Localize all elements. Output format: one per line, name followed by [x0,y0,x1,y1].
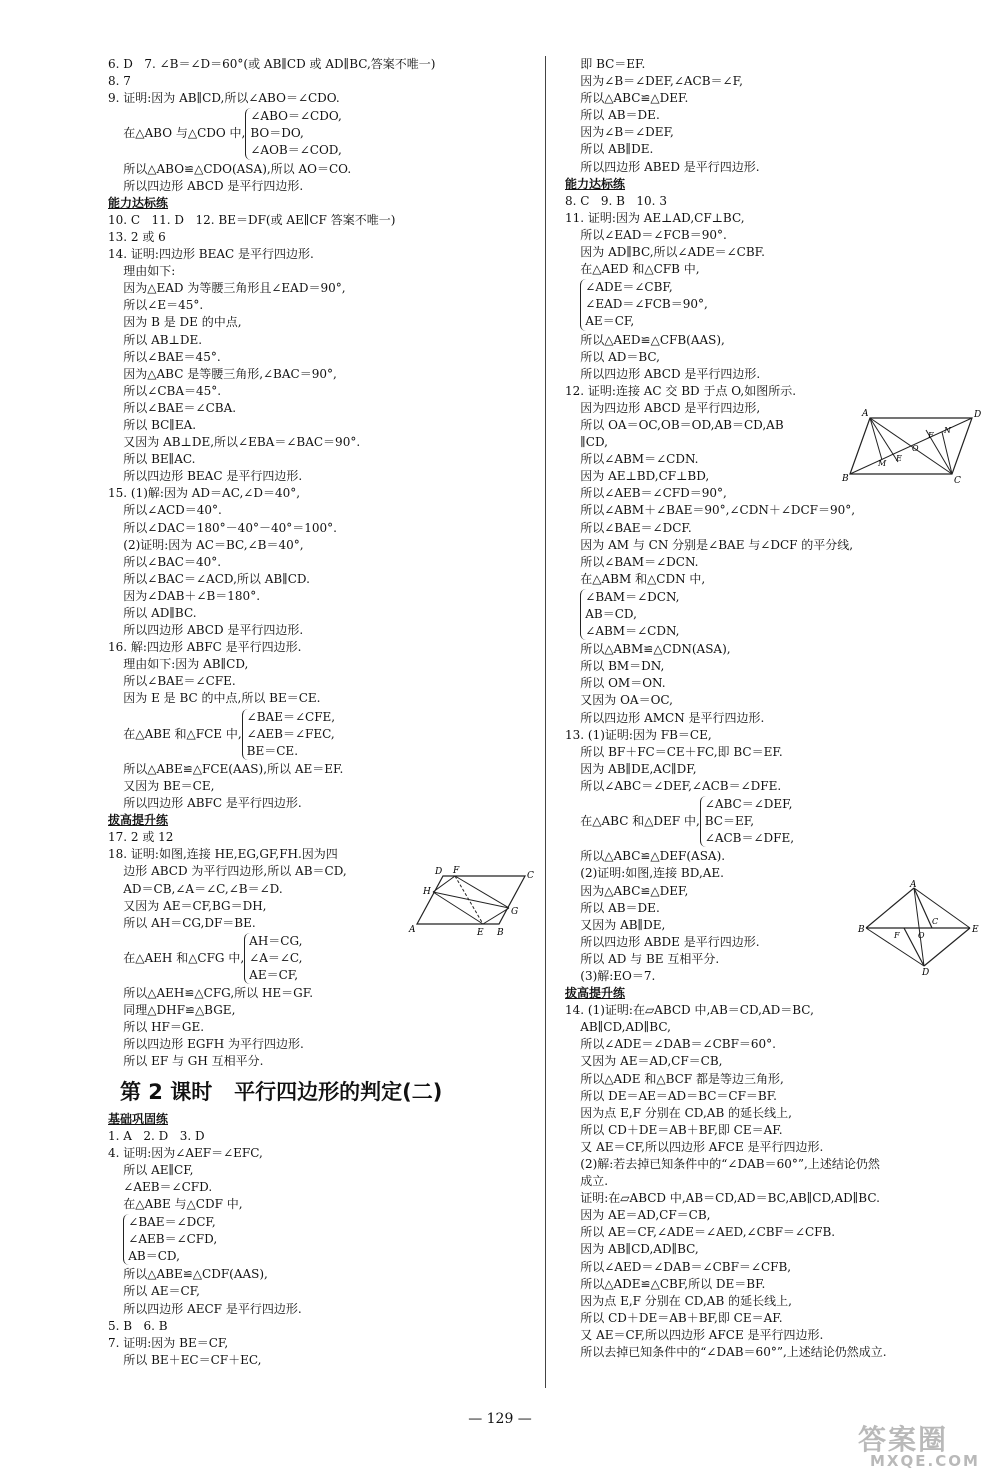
svg-text:C: C [954,476,961,486]
text-line: 在△ABM 和△CDN 中, [565,571,706,586]
text-line: 所以四边形 ABED 是平行四边形. [565,159,760,174]
text-line: 8. C 9. B 10. 3 [565,193,667,208]
text-line: 所以 DE＝AE＝AD＝BC＝CF＝BF. [565,1088,777,1103]
text-line: AB∥CD,AD∥BC, [565,1020,671,1035]
brace-conditions [123,1214,217,1265]
text-line: 所以 AD 与 BE 互相平分. [565,951,720,966]
svg-text:A: A [910,880,917,890]
condition-line: BE＝CE. [246,743,299,758]
text-line: 又因为 OA＝OC, [565,693,673,708]
text-line: 又因为 AB∥DE, [565,917,666,932]
text-line: 因为 AB∥DE,AC∥DF, [565,761,697,776]
text-line: 1. A 2. D 3. D [108,1128,205,1143]
text-line: 所以∠EAD＝∠FCB＝90°. [565,227,727,242]
text-line: 理由如下:因为 AB∥CD, [108,657,249,672]
figure-13-triangles [858,880,983,978]
text-line: 所以∠ADE＝∠DAB＝∠CBF＝60°. [565,1037,776,1052]
condition-line: AB＝CD, [585,607,637,621]
text-line: 因为点 E,F 分别在 CD,AB 的延长线上, [565,1293,792,1308]
condition-line: ∠BAM＝∠DCN, [585,589,680,604]
text-line: 所以∠BAE＝45°. [108,349,221,364]
text-line: 在△ABE 与△CDF 中, [108,1197,243,1211]
text-line: 所以 BC∥EA. [108,417,197,432]
text-line: 所以∠BAE＝∠CBA. [108,400,237,415]
text-line: 所以∠AED＝∠DAB＝∠CBF＝∠CFB, [565,1259,792,1274]
text-line: 所以 AH＝CG,DF＝BE. [108,915,256,930]
text-line: 因为 AE＝AD,CF＝CB, [565,1208,711,1223]
text-line: 边形 ABCD 为平行四边形,所以 AB＝CD, [108,864,347,879]
condition-line: AE＝CF, [585,314,635,329]
text-line: 所以∠BAE＝∠DCF. [565,520,692,535]
text-line: 所以 AD∥BC. [108,606,197,620]
brace-group [108,708,528,761]
text-line: 因为 AM 与 CN 分别是∠BAE 与∠DCF 的平分线, [565,537,854,552]
condition-line: ∠ADE＝∠CBF, [585,280,673,295]
svg-text:E: E [896,454,902,463]
right-column [565,56,960,1361]
text-line: 所以 BE∥AC. [108,452,196,467]
text-line: 又因为 AE＝CF,BG＝DH, [108,898,267,913]
brace-conditions [245,108,341,159]
text-line: 因为 E 是 BC 的中点,所以 BE＝CE. [108,691,321,706]
text-line: 所以△AEH≌△CFG,所以 HE＝GF. [108,986,314,1001]
section-heading: 拔高提升练 [108,813,169,828]
condition-line: BC＝EF, [704,814,755,829]
text-line: 16. 解:四边形 ABFC 是平行四边形. [108,640,302,655]
text-line: 所以四边形 ABDE 是平行四边形. [565,934,760,949]
svg-text:A: A [862,409,869,419]
brace-conditions [244,933,302,984]
text-line: 7. 证明:因为 BE＝CF, [108,1335,229,1350]
text-line: (2)解:若去掉已知条件中的“∠DAB＝60°”,上述结论仍然 [565,1157,880,1171]
text-line: 所以∠BAC＝40°. [108,554,222,569]
brace-conditions [700,796,794,847]
text-line: 所以 OM＝ON. [565,676,666,691]
condition-line: ∠A＝∠C, [249,950,303,965]
brace-prefix [565,296,580,313]
brace-group [108,1213,528,1266]
text-line: 所以△AED≌△CFB(AAS), [565,332,725,347]
text-line: 又 AE＝CF,所以四边形 AFCE 是平行四边形. [565,1139,824,1154]
svg-text:D: D [922,968,930,978]
text-line: 因为四边形 ABCD 是平行四边形, [565,400,761,415]
text-line: 所以∠AEB＝∠CFD＝90°, [565,486,727,501]
text-line: 15. (1)解:因为 AD＝AC,∠D＝40°, [108,486,301,501]
condition-line: ∠BAE＝∠CFE, [246,709,336,724]
text-line: 所以四边形 ABCD 是平行四边形. [108,178,304,193]
brace-group [108,107,528,160]
text-line: 又 AE＝CF,所以四边形 AFCE 是平行四边形. [565,1327,824,1342]
svg-text:F: F [453,866,460,876]
brace-prefix: 在△ABO 与△CDO 中, [108,126,246,141]
text-line: 所以 AE＝CF,∠ADE＝∠AED,∠CBF＝∠CFB. [565,1225,836,1240]
text-line: 因为△EAD 为等腰三角形且∠EAD＝90°, [108,281,346,296]
svg-text:B: B [842,474,849,484]
text-line: 8. 7 [108,74,131,89]
svg-text:F: F [894,931,900,940]
svg-text:A: A [409,925,416,935]
svg-text:O: O [912,444,919,453]
svg-text:M: M [878,459,887,468]
text-line: 所以四边形 EGFH 为平行四边形. [108,1037,304,1052]
svg-text:G: G [511,907,519,917]
brace-prefix: 在△ABC 和△DEF 中, [565,814,700,829]
text-line: 所以 BM＝DN, [565,659,665,674]
brace-conditions [580,279,708,330]
text-line: 所以∠BAE＝∠CFE. [108,674,236,689]
text-line: 6. D 7. ∠B＝∠D＝60°(或 AB∥CD 或 AD∥BC,答案不唯一) [108,57,436,71]
text-line: 所以∠ACD＝40°. [108,503,222,518]
condition-line: ∠AOB＝∠COD, [250,143,342,158]
svg-text:C: C [932,917,939,926]
text-line: 所以 EF 与 GH 互相平分. [108,1054,264,1069]
section-heading: 基础巩固练 [108,1111,169,1126]
watermark [858,1418,986,1474]
text-line: ∠AEB＝∠CFD. [108,1179,213,1194]
text-line: 所以四边形 ABCD 是平行四边形. [565,366,761,381]
text-line: 所以 AB＝DE. [565,900,660,915]
condition-line: ∠ACB＝∠DFE, [704,831,795,846]
text-line: 所以△ADE 和△BCF 都是等边三角形, [565,1071,784,1086]
text-line: 所以△ABC≌△DEF. [565,91,689,106]
watermark-title: 答案圈 [858,1423,949,1456]
text-line: 所以四边形 ABCD 是平行四边形. [108,623,304,638]
condition-line: AE＝CF, [249,967,299,982]
text-line: 14. (1)证明:在▱ABCD 中,AB＝CD,AD＝BC, [565,1003,814,1018]
brace-prefix: 在△ABE 和△FCE 中, [108,726,242,741]
condition-line: AH＝CG, [249,933,303,948]
condition-line: AB＝CD, [128,1249,180,1264]
text-line: 所以∠CBA＝45°. [108,383,222,398]
condition-line: ∠ABC＝∠DEF, [704,797,793,812]
text-line: 因为△ABC 是等腰三角形,∠BAC＝90°, [108,366,337,381]
text-line: 10. C 11. D 12. BE＝DF(或 AE∥CF 答案不唯一) [108,212,396,227]
text-line: 所以 AE＝CF, [108,1284,200,1299]
figure-18-parallelogram [405,862,540,944]
condition-line: ∠AEB＝∠FEC, [246,726,335,741]
text-line: 所以 AD＝BC, [565,349,660,364]
svg-text:F: F [928,431,934,440]
condition-line: ∠BAE＝∠DCF, [128,1215,216,1230]
text-line: 因为 AB∥CD,AD∥BC, [565,1242,699,1257]
left-column [108,56,528,1369]
text-line: 所以△ABO≌△CDO(ASA),所以 AO＝CO. [108,161,352,176]
condition-line: ∠EAD＝∠FCB＝90°, [585,297,708,312]
text-line: 17. 2 或 12 [108,830,174,845]
text-line: 所以四边形 AECF 是平行四边形. [108,1301,302,1316]
text-line: 证明:在▱ABCD 中,AB＝CD,AD＝BC,AB∥CD,AD∥BC. [565,1191,880,1206]
brace-group [565,795,960,848]
text-line: 所以四边形 AMCN 是平行四边形. [565,710,765,725]
condition-line: ∠ABO＝∠CDO, [250,109,342,124]
text-line: 所以 BF＋FC＝CE＋FC,即 BC＝EF. [565,744,783,759]
svg-text:C: C [527,871,534,881]
text-line: 所以△ADE≌△CBF,所以 DE＝BF. [565,1276,766,1291]
text-line: 所以∠BAM＝∠DCN. [565,554,699,569]
figure-12-parallelogram [838,408,983,486]
text-line: 因为∠B＝∠DEF,∠ACB＝∠F, [565,74,743,89]
text-line: 因为 AE⊥BD,CF⊥BD, [565,469,710,484]
text-line: 5. B 6. B [108,1318,168,1333]
section-heading: 能力达标练 [565,176,626,191]
text-line: 所以∠ABM＋∠BAE＝90°,∠CDN＋∠DCF＝90°, [565,503,856,518]
text-line: 11. 证明:因为 AE⊥AD,CF⊥BC, [565,210,745,225]
text-line: 因为 B 是 DE 的中点, [108,315,242,330]
text-line: (3)解:EO＝7. [565,968,656,983]
text-line: 所以△ABC≌△DEF(ASA). [565,849,726,864]
condition-line: ∠AEB＝∠CFD, [128,1232,218,1247]
svg-text:E: E [477,928,484,938]
text-line: (2)证明:因为 AC＝BC,∠B＝40°, [108,537,304,552]
text-line: 因为∠B＝∠DEF, [565,125,674,140]
text-line: 因为 AD∥BC,所以∠ADE＝∠CBF. [565,245,765,260]
text-line: 18. 证明:如图,连接 HE,EG,GF,FH.因为四 [108,847,338,862]
text-line: 即 BC＝EF. [565,57,646,71]
section-heading: 能力达标练 [108,195,169,210]
text-line: 所以 CD＋DE＝AB＋BF,即 CE＝AF. [565,1122,783,1137]
text-line: 13. (1)证明:因为 FB＝CE, [565,727,712,742]
text-line: 所以∠ABM＝∠CDN. [565,452,699,467]
text-line: 12. 证明:连接 AC 交 BD 于点 O,如图所示. [565,383,797,398]
text-line: 所以 AB⊥DE. [108,332,203,347]
text-line: 所以 CD＋DE＝AB＋BF,即 CE＝AF. [565,1310,783,1325]
text-line: 又因为 AB⊥DE,所以∠EBA＝∠BAC＝90°. [108,435,361,450]
text-line: 所以∠BAC＝∠ACD,所以 AB∥CD. [108,571,310,586]
brace-group [565,278,960,331]
condition-line: ∠ABM＝∠CDN, [585,624,680,639]
lesson-title: 第 2 课时 平行四边形的判定(二) [120,1079,443,1104]
text-line: ∥CD, [565,435,608,450]
svg-text:B: B [497,928,504,938]
brace-group [565,588,960,641]
text-line: 所以∠E＝45°. [108,298,204,313]
text-line: 所以四边形 BEAC 是平行四边形. [108,469,303,484]
brace-prefix: 在△AEH 和△CFG 中, [108,950,245,965]
condition-line: BO＝DO, [250,126,304,141]
svg-text:N: N [944,426,951,435]
text-line: 理由如下: [108,264,176,279]
text-line: 所以四边形 ABFC 是平行四边形. [108,796,302,811]
text-line: 又因为 BE＝CE, [108,778,215,793]
text-line: 所以∠ABC＝∠DEF,∠ACB＝∠DFE. [565,778,782,793]
text-line: 因为△ABC≌△DEF, [565,883,689,898]
brace-conditions [580,589,679,640]
text-line: 又因为 AE＝AD,CF＝CB, [565,1054,723,1069]
brace-conditions [242,709,335,760]
svg-text:E: E [972,925,979,935]
text-line: 因为∠DAB＋∠B＝180°. [108,588,261,603]
text-line: 所以 OA＝OC,OB＝OD,AB＝CD,AB [565,417,784,432]
svg-text:D: D [435,867,443,877]
brace-prefix [565,606,580,623]
text-line: 所以 BE＋EC＝CF＋EC, [108,1352,262,1367]
brace-prefix [108,1231,123,1248]
svg-text:B: B [858,925,865,935]
text-line: 所以 AB∥DE. [565,142,654,157]
svg-text:D: D [974,410,982,420]
text-line: 所以去掉已知条件中的“∠DAB＝60°”,上述结论仍然成立. [565,1345,887,1360]
watermark-url: MXQE.COM [870,1452,980,1470]
text-line: 成立. [565,1174,609,1189]
page-number: — 129 — [468,1411,532,1427]
text-line: 所以 HF＝GE. [108,1020,205,1035]
text-line: 所以 AE∥CF, [108,1162,194,1177]
text-line: 9. 证明:因为 AB∥CD,所以∠ABO＝∠CDO. [108,91,340,106]
svg-text:O: O [918,931,925,940]
text-line: 所以 AB＝DE. [565,108,660,123]
text-line: 4. 证明:因为∠AEF＝∠EFC, [108,1145,263,1160]
text-line: 所以△ABE≌△FCE(AAS),所以 AE＝EF. [108,761,344,776]
text-line: 所以∠DAC＝180°－40°－40°＝100°. [108,520,337,535]
text-line: (2)证明:如图,连接 BD,AE. [565,866,724,881]
text-line: 在△AED 和△CFB 中, [565,262,700,277]
section-heading: 拔高提升练 [565,986,626,1001]
text-line: 所以△ABM≌△CDN(ASA), [565,642,731,657]
text-line: 同理△DHF≌△BGE, [108,1003,236,1018]
text-line: 14. 证明:四边形 BEAC 是平行四边形. [108,247,314,262]
text-line: 所以△ABE≌△CDF(AAS), [108,1267,268,1282]
text-line: AD＝CB,∠A＝∠C,∠B＝∠D. [108,881,283,896]
text-line: 因为点 E,F 分别在 CD,AB 的延长线上, [565,1105,792,1120]
svg-text:H: H [423,887,431,897]
text-line: 13. 2 或 6 [108,229,166,244]
column-divider [545,56,546,1388]
